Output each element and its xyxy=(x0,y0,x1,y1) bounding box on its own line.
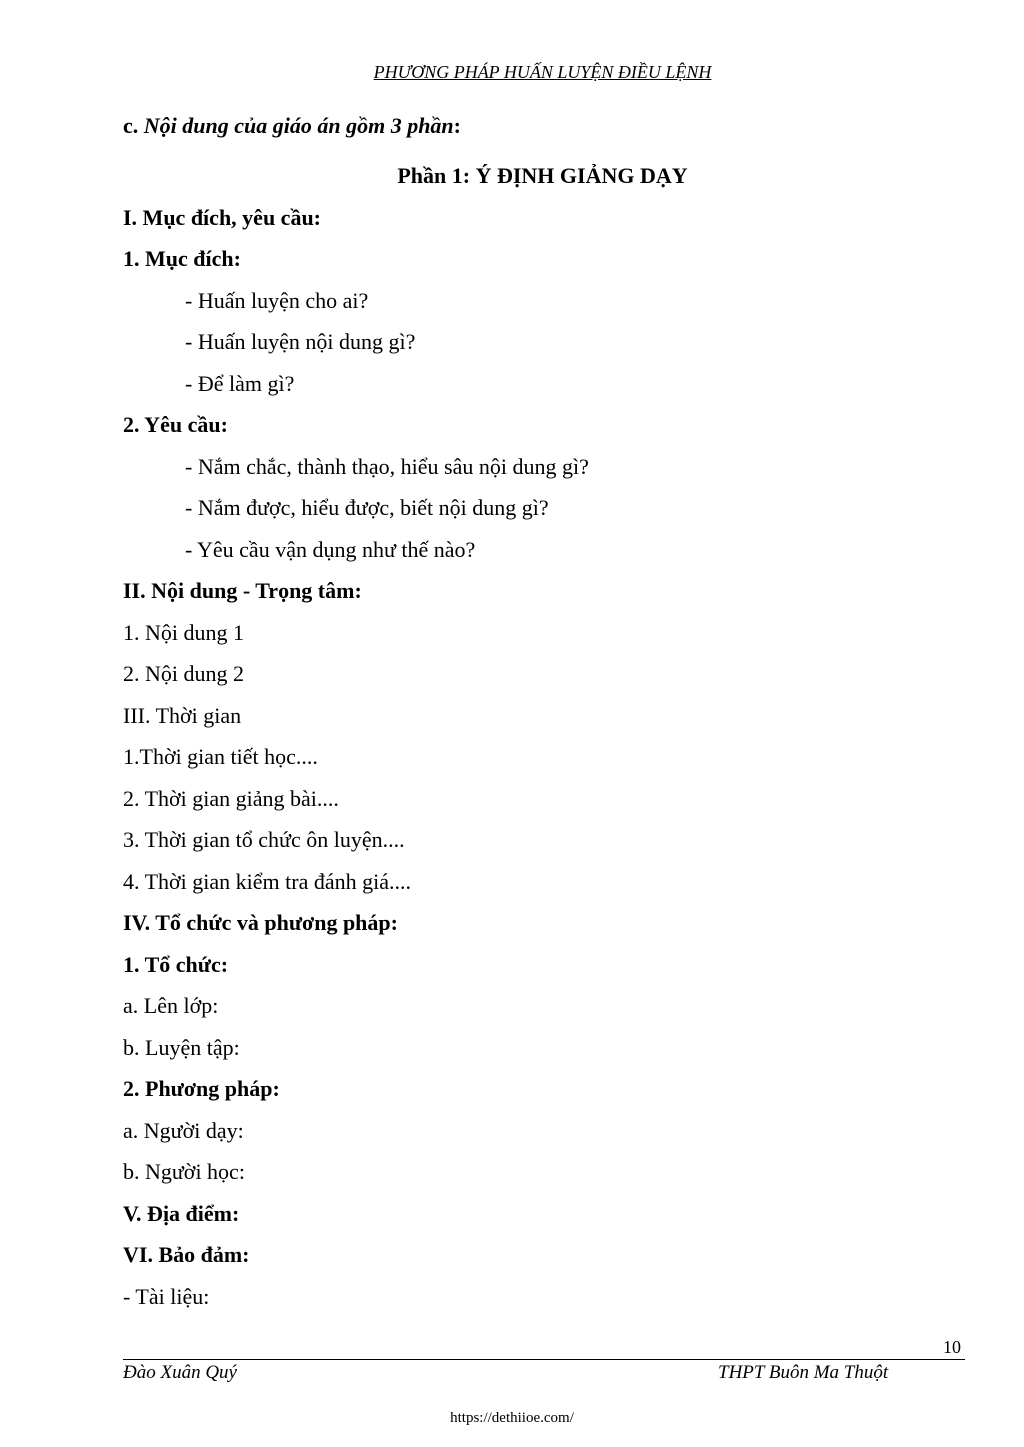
subsection-heading: 2. Phương pháp: xyxy=(123,1076,280,1101)
list-item: - Nắm được, hiểu được, biết nội dung gì? xyxy=(185,495,549,520)
running-header: PHƯƠNG PHÁP HUẤN LUYỆN ĐIỀU LỆNH xyxy=(373,62,712,82)
section-heading: VI. Bảo đảm: xyxy=(123,1242,250,1267)
list-item: b. Luyện tập: xyxy=(123,1035,240,1060)
list-item: b. Người học: xyxy=(123,1159,245,1184)
list-item: - Huấn luyện nội dung gì? xyxy=(185,329,416,354)
list-item: - Huấn luyện cho ai? xyxy=(185,288,369,313)
part-title: Phần 1: Ý ĐỊNH GIẢNG DẠY xyxy=(397,163,688,188)
subsection-heading: 1. Tổ chức: xyxy=(123,952,229,977)
list-item: 2. Thời gian giảng bài.... xyxy=(123,786,339,811)
list-item: 1. Nội dung 1 xyxy=(123,620,244,645)
footer-url[interactable]: https://dethiioe.com/ xyxy=(450,1410,574,1426)
list-item: 3. Thời gian tổ chức ôn luyện.... xyxy=(123,827,405,852)
list-item: 4. Thời gian kiểm tra đánh giá.... xyxy=(123,869,411,894)
list-item: - Nắm chắc, thành thạo, hiểu sâu nội dung gì? xyxy=(185,454,589,479)
page-number: 10 xyxy=(943,1337,961,1357)
section-heading: IV. Tổ chức và phương pháp: xyxy=(123,910,398,935)
list-item: - Để làm gì? xyxy=(185,371,295,396)
section-heading: III. Thời gian xyxy=(123,703,242,728)
intro-heading xyxy=(123,113,461,139)
subsection-heading: 1. Mục đích: xyxy=(123,246,241,271)
section-heading: V. Địa điểm: xyxy=(123,1201,240,1226)
section-heading: II. Nội dung - Trọng tâm: xyxy=(123,578,362,603)
intro-text: Nội dung của giáo án gồm 3 phần xyxy=(143,113,454,138)
subsection-heading: 2. Yêu cầu: xyxy=(123,412,228,437)
list-item: - Yêu cầu vận dụng như thế nào? xyxy=(185,537,476,562)
list-item: - Tài liệu: xyxy=(123,1284,210,1309)
footer-school: THPT Buôn Ma Thuột xyxy=(718,1362,889,1383)
intro-prefix: c. xyxy=(123,113,144,138)
list-item: a. Người dạy: xyxy=(123,1118,244,1143)
footer-author: Đào Xuân Quý xyxy=(123,1362,237,1383)
list-item: 2. Nội dung 2 xyxy=(123,661,244,686)
intro-suffix: : xyxy=(453,113,461,138)
section-heading: I. Mục đích, yêu cầu: xyxy=(123,205,321,230)
list-item: 1.Thời gian tiết học.... xyxy=(123,744,318,769)
footer-divider xyxy=(123,1359,965,1360)
list-item: a. Lên lớp: xyxy=(123,993,219,1018)
